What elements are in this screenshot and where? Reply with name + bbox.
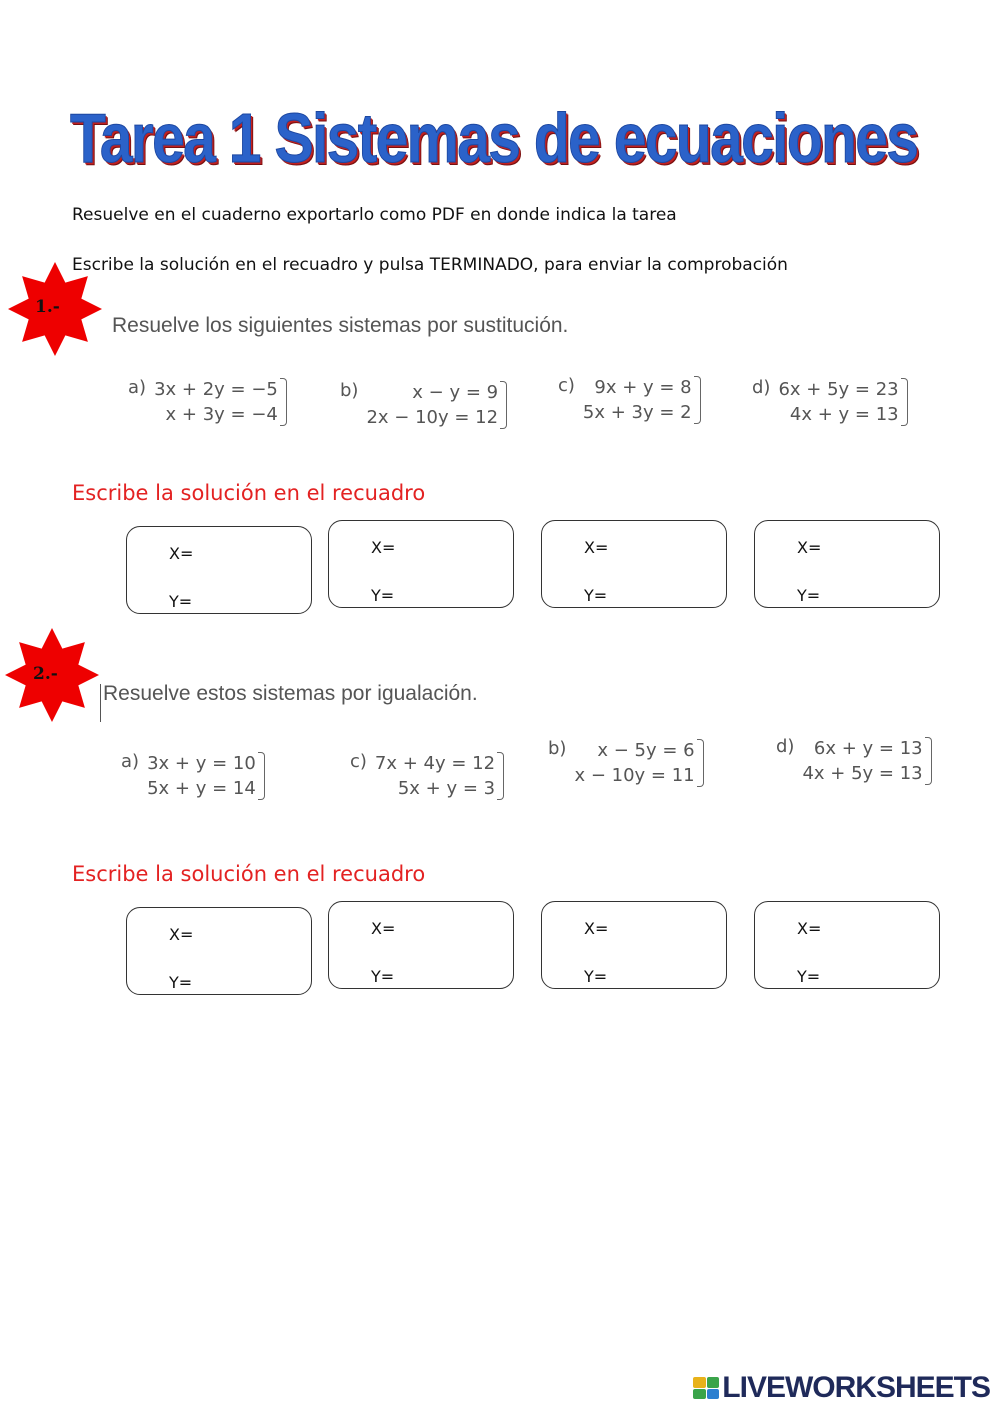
section-2-answer-box-d[interactable]	[754, 901, 940, 989]
instruction-line-1: Resuelve en el cuaderno exportarlo como PDF en donde indica la tarea	[72, 205, 677, 225]
equation-2: 4x + y = 13	[789, 404, 899, 425]
section-1-answer-box-b[interactable]	[328, 520, 514, 608]
equation-1: 6x + 5y = 23	[778, 379, 899, 400]
x-label: X=	[797, 919, 822, 938]
x-label: X=	[584, 538, 609, 557]
equation-1: 3x + 2y = −5	[154, 379, 278, 400]
section-2-heading: Resuelve estos sistemas por igualación.	[103, 682, 478, 705]
section-2-system-d	[776, 736, 932, 786]
x-label: X=	[797, 538, 822, 557]
equation-2: 2x − 10y = 12	[366, 407, 499, 428]
instruction-line-2: Escribe la solución en el recuadro y pulsa TERMINADO, para enviar la comprobación	[72, 255, 788, 275]
equation-2: 5x + y = 3	[397, 778, 496, 799]
equation-1: x − 5y = 6	[597, 740, 695, 761]
brace	[258, 752, 265, 800]
y-label: Y=	[169, 592, 193, 611]
page-title: Tarea 1 Sistemas de ecuaciones	[70, 99, 918, 177]
brace	[694, 376, 701, 424]
system-label: b)	[340, 380, 359, 401]
equation-1: 6x + y = 13	[813, 738, 923, 759]
section-1-answer-box-d[interactable]	[754, 520, 940, 608]
x-label: X=	[169, 544, 194, 563]
system-label: d)	[776, 736, 795, 757]
liveworksheets-logo-text: LIVEWORKSHEETS	[722, 1371, 990, 1404]
section-2-answer-box-b[interactable]	[328, 901, 514, 989]
equation-2: x + 3y = −4	[165, 404, 278, 425]
section-2-system-c	[350, 751, 504, 801]
section-1-number: 1.-	[35, 297, 60, 317]
system-label: c)	[558, 375, 575, 396]
y-label: Y=	[584, 967, 608, 986]
brace	[697, 739, 704, 787]
brace	[497, 752, 504, 800]
x-label: X=	[584, 919, 609, 938]
section-1-system-b	[340, 380, 507, 430]
y-label: Y=	[169, 973, 193, 992]
brace	[500, 381, 507, 429]
x-label: X=	[371, 919, 396, 938]
liveworksheets-logo[interactable]	[693, 1371, 990, 1405]
section-1-answer-box-a[interactable]	[126, 526, 312, 614]
equation-1: 9x + y = 8	[594, 377, 692, 398]
x-label: X=	[371, 538, 396, 557]
equation-2: x − 10y = 11	[574, 765, 695, 786]
brace	[901, 378, 908, 426]
section-1-system-c	[558, 375, 701, 425]
section-1-answer-prompt: Escribe la solución en el recuadro	[72, 481, 426, 505]
section-1-system-a	[128, 377, 287, 427]
cursor-bar	[100, 684, 101, 722]
y-label: Y=	[797, 586, 821, 605]
section-1-answer-box-c[interactable]	[541, 520, 727, 608]
system-label: c)	[350, 751, 367, 772]
system-label: a)	[121, 751, 140, 772]
x-label: X=	[169, 925, 194, 944]
section-2-answer-box-a[interactable]	[126, 907, 312, 995]
system-label: b)	[548, 738, 567, 759]
equation-1: 7x + 4y = 12	[374, 753, 496, 774]
system-label: a)	[128, 377, 147, 398]
section-1-heading: Resuelve los siguientes sistemas por sustitución.	[112, 314, 569, 337]
y-label: Y=	[797, 967, 821, 986]
brace	[280, 378, 287, 426]
liveworksheets-logo-icon	[693, 1377, 719, 1399]
section-2-answer-prompt: Escribe la solución en el recuadro	[72, 862, 426, 886]
equation-2: 4x + 5y = 13	[802, 763, 923, 784]
y-label: Y=	[371, 967, 395, 986]
equation-1: x − y = 9	[412, 382, 499, 403]
y-label: Y=	[371, 586, 395, 605]
section-2-system-b	[548, 738, 704, 788]
section-1-system-d	[752, 377, 908, 427]
section-2-number: 2.-	[33, 664, 58, 684]
equation-2: 5x + 3y = 2	[582, 402, 692, 423]
brace	[925, 737, 932, 785]
system-label: d)	[752, 377, 771, 398]
y-label: Y=	[584, 586, 608, 605]
section-2-system-a	[121, 751, 265, 801]
equation-1: 3x + y = 10	[147, 753, 256, 774]
equation-2: 5x + y = 14	[147, 778, 256, 799]
section-2-answer-box-c[interactable]	[541, 901, 727, 989]
